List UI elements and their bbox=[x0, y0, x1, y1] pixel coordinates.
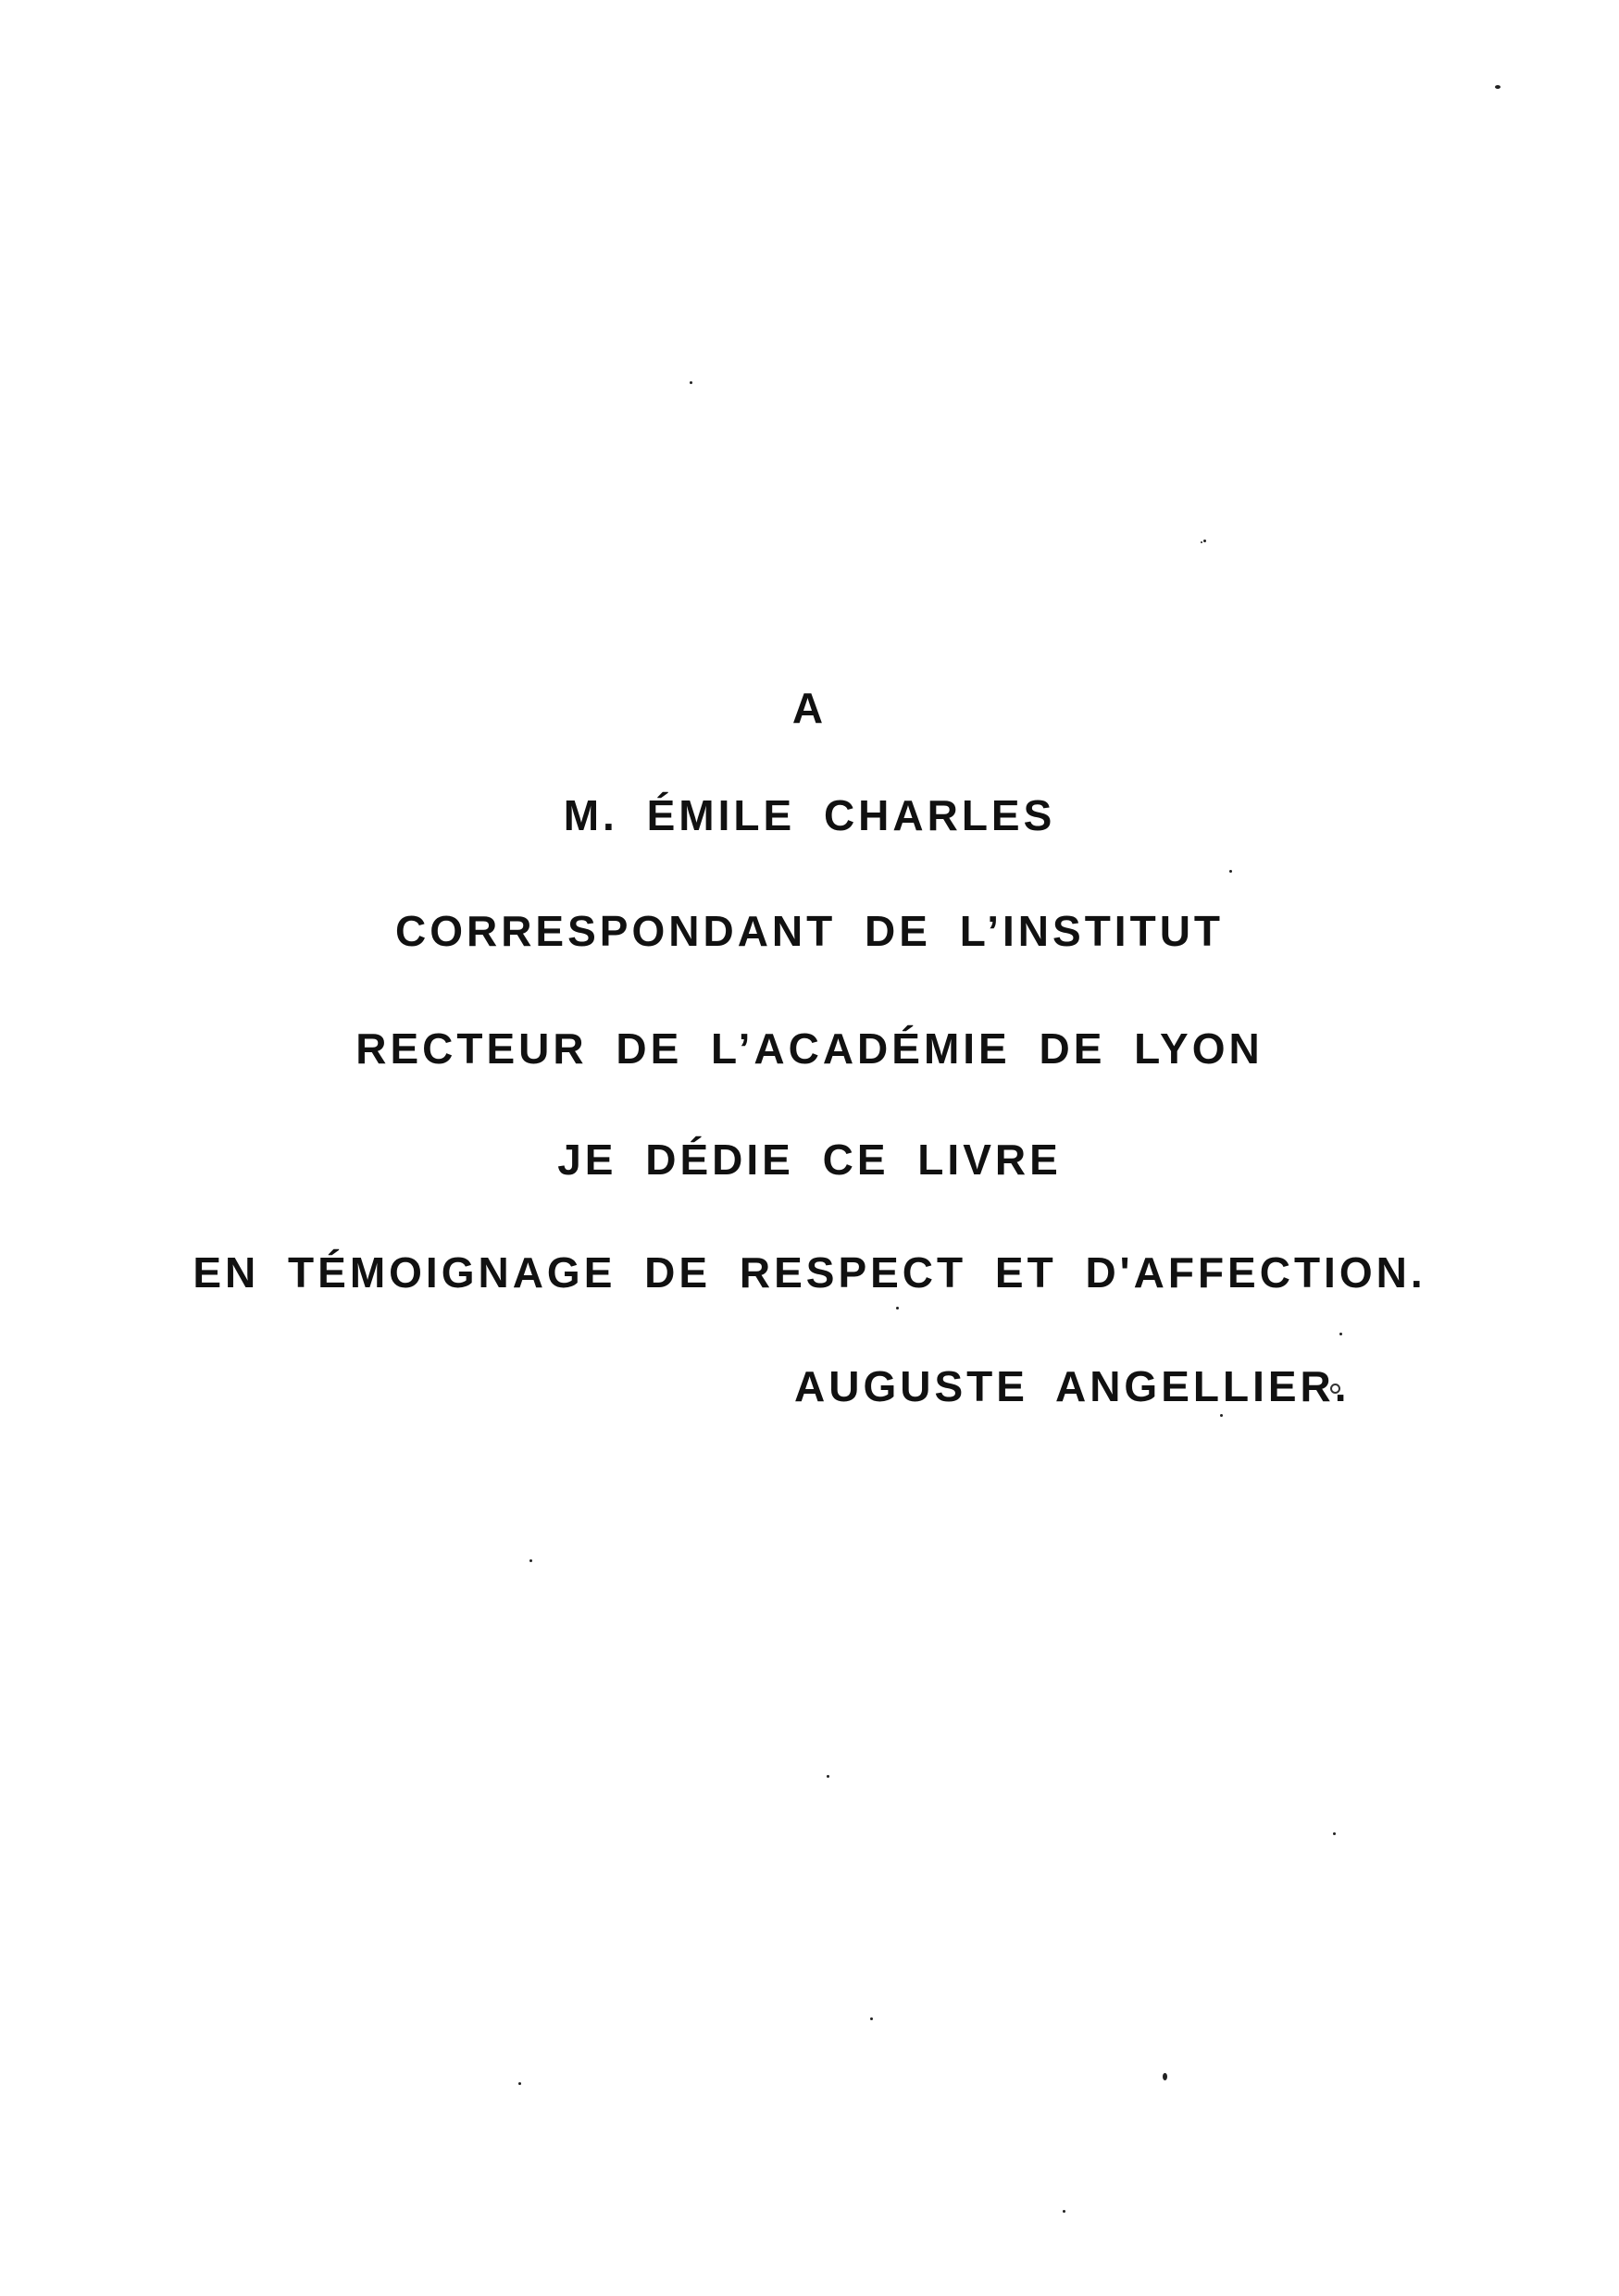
speck bbox=[1203, 540, 1206, 542]
dedication-recipient: M. ÉMILE CHARLES bbox=[563, 791, 1056, 839]
speck bbox=[1229, 870, 1232, 873]
speck bbox=[1163, 2073, 1167, 2080]
dedication-to: A bbox=[791, 684, 828, 732]
dedication-sentiment: EN TÉMOIGNAGE DE RESPECT ET D'AFFECTION. bbox=[193, 1248, 1426, 1297]
speck bbox=[518, 2082, 521, 2085]
dedication-statement: JE DÉDIE CE LIVRE bbox=[557, 1136, 1062, 1184]
speck bbox=[1201, 541, 1202, 543]
speck bbox=[1063, 2210, 1065, 2213]
speck bbox=[1220, 1414, 1223, 1417]
speck bbox=[1495, 85, 1501, 89]
speck bbox=[827, 1775, 829, 1778]
speck bbox=[529, 1559, 532, 1562]
speck bbox=[1330, 1384, 1340, 1394]
recipient-title-recteur: RECTEUR DE L’ACADÉMIE DE LYON bbox=[355, 1024, 1264, 1073]
speck bbox=[870, 2017, 873, 2020]
speck bbox=[690, 381, 692, 384]
speck bbox=[896, 1307, 899, 1309]
speck bbox=[1339, 1333, 1342, 1335]
speck bbox=[1333, 1832, 1336, 1835]
recipient-title-institut: CORRESPONDANT DE L’INSTITUT bbox=[394, 907, 1225, 955]
author-signature: AUGUSTE ANGELLIER. bbox=[794, 1362, 1351, 1410]
